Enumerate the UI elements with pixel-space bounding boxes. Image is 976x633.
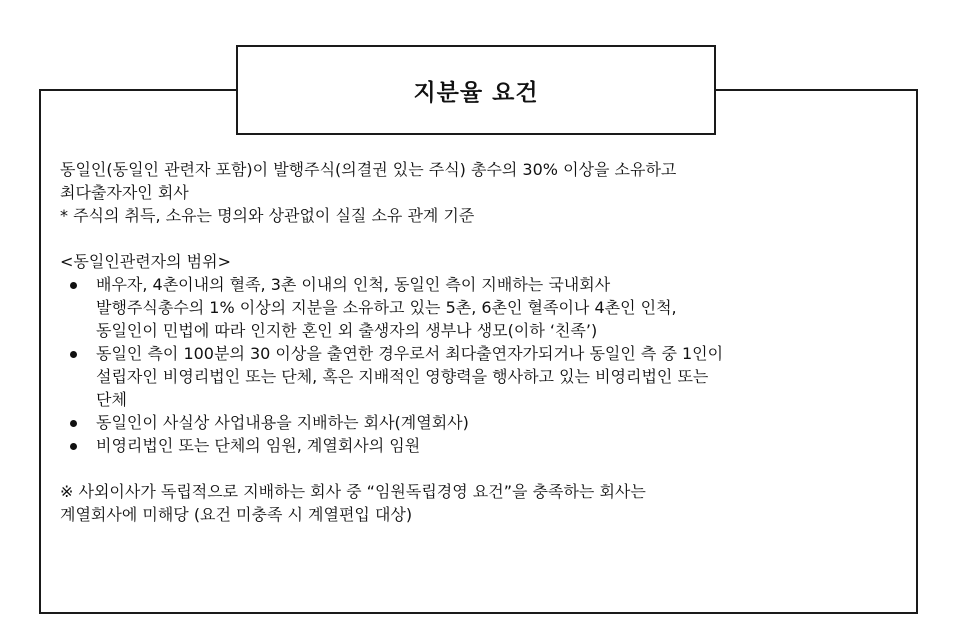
list-item bbox=[60, 411, 910, 434]
intro-line-1: 동일인(동일인 관련자 포함)이 발행주식(의결권 있는 주식) 총수의 30% 이상을 소유하고 bbox=[60, 160, 677, 179]
bullet-icon bbox=[70, 443, 77, 450]
spacer bbox=[60, 227, 910, 250]
footnote-line-1: ※ 사외이사가 독립적으로 지배하는 회사 중 “임원독립경영 요건”을 충족하는 회사는 bbox=[60, 482, 646, 501]
list-item-line: 배우자, 4촌이내의 혈족, 3촌 이내의 인척, 동일인 측이 지배하는 국내회사 bbox=[96, 275, 611, 294]
list-item-line: 동일인 측이 100분의 30 이상을 출연한 경우로서 최다출연자가되거나 동일인 측 중 1인이 bbox=[96, 344, 724, 363]
list-item bbox=[60, 342, 910, 411]
intro-note: * 주식의 취득, 소유는 명의와 상관없이 실질 소유 관계 기준 bbox=[60, 206, 475, 225]
content-area bbox=[60, 158, 910, 526]
bullet-icon bbox=[70, 420, 77, 427]
list-item-line: 설립자인 비영리법인 또는 단체, 혹은 지배적인 영향력을 행사하고 있는 비영리법인 또는 bbox=[96, 367, 709, 386]
page-title: 지분율 요건 bbox=[413, 79, 539, 106]
scope-list bbox=[60, 273, 910, 457]
footnote-line-2: 계열회사에 미해당 (요건 미충족 시 계열편입 대상) bbox=[60, 505, 413, 524]
list-item bbox=[60, 434, 910, 457]
bullet-icon bbox=[70, 351, 77, 358]
title-box bbox=[236, 45, 716, 135]
list-item-line: 비영리법인 또는 단체의 임원, 계열회사의 임원 bbox=[96, 436, 421, 455]
list-item-line: 단체 bbox=[96, 390, 127, 409]
list-item-line: 동일인이 사실상 사업내용을 지배하는 회사(계열회사) bbox=[96, 413, 469, 432]
intro-line-2: 최다출자자인 회사 bbox=[60, 183, 189, 202]
list-item-line: 동일인이 민법에 따라 인지한 혼인 외 출생자의 생부나 생모(이하 ‘친족’) bbox=[96, 321, 598, 340]
list-item bbox=[60, 273, 910, 342]
scope-heading: <동일인관련자의 범위> bbox=[60, 252, 232, 271]
bullet-icon bbox=[70, 282, 77, 289]
spacer bbox=[60, 457, 910, 480]
list-item-line: 발행주식총수의 1% 이상의 지분을 소유하고 있는 5촌, 6촌인 혈족이나 4촌인 인척, bbox=[96, 298, 677, 317]
